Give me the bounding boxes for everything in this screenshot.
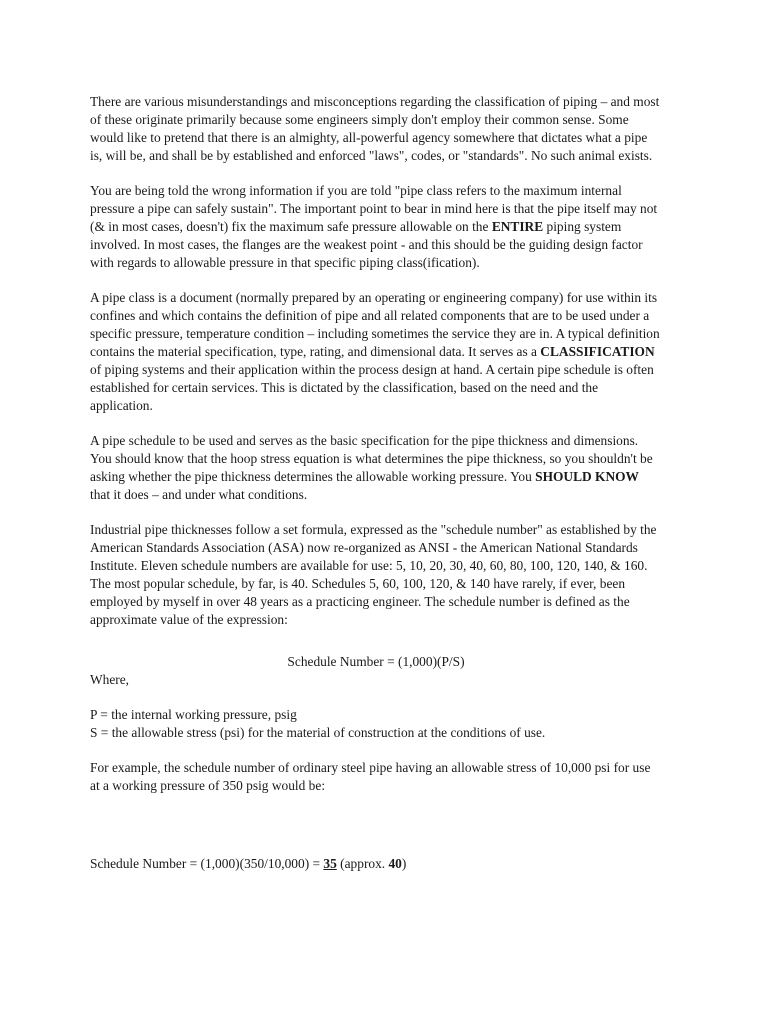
where-label: Where, — [90, 672, 130, 687]
paragraph-pipe-class-definition — [90, 289, 662, 415]
schedule-result — [90, 855, 662, 873]
paragraph-text: A pipe class is a document (normally prepared by an operating or engineering company) for use within its confines and which contains the definition of pipe and all related components that are to be used under a specific pressure, temperature condition – including sometimes the service they are in. A typical definition contains the material specification, type, rating, and dimensional data. It serves as a — [90, 290, 660, 359]
result-text: ) — [401, 856, 407, 871]
paragraph-text: that it does – and under what conditions. — [90, 487, 308, 502]
result-text: Schedule Number = (1,000)(350/10,000) = — [90, 856, 324, 871]
paragraph-misconceptions: There are various misunderstandings and misconceptions regarding the classification of piping – and most of these originate primarily because some engineers simply don't employ their common sense. Some would like to pretend that there is an almighty, all-powerful agency somewhere that dictates what a pipe is, will be, and shall be by established and enforced "laws", codes, or "standards". No such animal exists. — [90, 94, 660, 163]
result-value: 35 — [323, 856, 337, 871]
paragraph-pipe-class-pressure — [90, 182, 662, 272]
document-body — [90, 93, 662, 873]
result-text: (approx. — [336, 856, 389, 871]
emphasis-classification: CLASSIFICATION — [540, 344, 655, 359]
definition-p: P = the internal working pressure, psig — [90, 707, 297, 722]
emphasis-should-know: SHOULD KNOW — [535, 469, 639, 484]
paragraph-pipe-schedule — [90, 432, 662, 504]
result-approx: 40 — [388, 856, 402, 871]
definition-s: S = the allowable stress (psi) for the material of construction at the conditions of use. — [90, 725, 546, 740]
paragraph-text: A pipe schedule to be used and serves as the basic specification for the pipe thickness and dimensions. You should know that the hoop stress equation is what determines the pipe thickness, so you shouldn't be asking whether the pipe thickness determines the allowable working pressure. You — [90, 433, 653, 484]
paragraph-example: For example, the schedule number of ordinary steel pipe having an allowable stress of 10,000 psi for use at a working pressure of 350 psig would be: — [90, 760, 651, 793]
variable-definitions — [90, 706, 662, 742]
paragraph-text: You are being told the wrong information if you are told "pipe class refers to the maximum internal pressure a pipe can safely sustain". The important point to bear in mind here is that the pipe itself may not (& in most cases, doesn't) fix the maximum safe pressure allowable on the — [90, 183, 658, 234]
paragraph-schedule-number: Industrial pipe thicknesses follow a set formula, expressed as the "schedule number" as established by the American Standards Association (ASA) now re-organized as ANSI - the American National Standards Institute. Eleven schedule numbers are available for use: 5, 10, 20, 30, 40, 60, 80, 100, 120, 140, & 160. The most popular schedule, by far, is 40. Schedules 5, 60, 100, 120, & 140 have rarely, if ever, been employed by myself in over 48 years as a practicing engineer. The schedule number is defined as the approximate value of the expression: — [90, 522, 657, 627]
schedule-formula: Schedule Number = (1,000)(P/S) — [287, 654, 465, 669]
paragraph-text: piping system involved. In most cases, the flanges are the weakest point - and this should be the guiding design factor with regards to allowable pressure in that specific piping class(ification). — [90, 219, 643, 270]
paragraph-text: of piping systems and their application within the process design at hand. A certain pipe schedule is often established for certain services. This is dictated by the classification, based on the need and the application. — [90, 362, 654, 413]
emphasis-entire: ENTIRE — [491, 219, 544, 234]
